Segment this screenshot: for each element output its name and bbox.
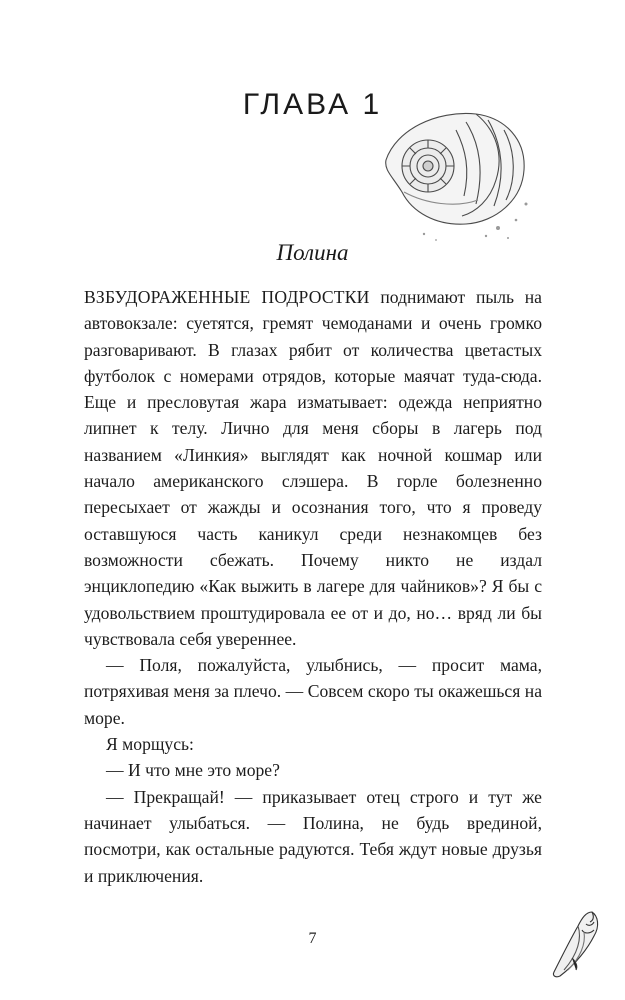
chapter-title: ГЛАВА 1 [242, 88, 383, 121]
paragraph: — Поля, пожалуйста, улыбнись, — просит мама, потряхивая меня за плечо. — Совсем скоро ты окажешься на море. [84, 655, 542, 728]
body-text [84, 284, 542, 889]
paragraph: — И что мне это море? [106, 760, 280, 781]
paragraph: — Прекращай! — приказывает отец строго и тут же начинает улыбаться. — Полина, не будь врединой, посмотри, как остальные радуются. Тебя ждут новые друзья и приключения. [84, 786, 542, 886]
paragraph: Я морщусь: [106, 734, 194, 755]
lead-caps: ВЗБУДОРАЖЕННЫЕ ПОДРОСТКИ [84, 287, 370, 307]
nautilus-shell-icon [366, 100, 544, 250]
conch-shell-icon [548, 908, 604, 982]
paragraph [84, 284, 542, 652]
page-number: 7 [308, 930, 317, 947]
chapter-subtitle: Полина [276, 240, 349, 265]
paragraph-text: поднимают пыль на автовокзале: суетятся, гремят чемоданами и очень громко разговаривают. В глазах рябит от количества цветастых футболок с номерами отрядов, которые маячат туда-сюда. Еще и пресловутая жара изматывает: одежда неприятно липнет к телу. Лично для меня сборы в лагерь под названием «Линкия» выглядят как ночной кошмар или начало американского слэшера. В горле болезненно пересыхает от жажды и осознания того, что я проведу оставшуюся часть каникул среди незнакомцев без возможности сбежать. Почему никто не издал энциклопедию «Как выжить в лагере для чайников»? Я бы с удовольствием проштудировала ее от и до, но… вряд ли бы чувствовала себя увереннее. [84, 287, 542, 649]
